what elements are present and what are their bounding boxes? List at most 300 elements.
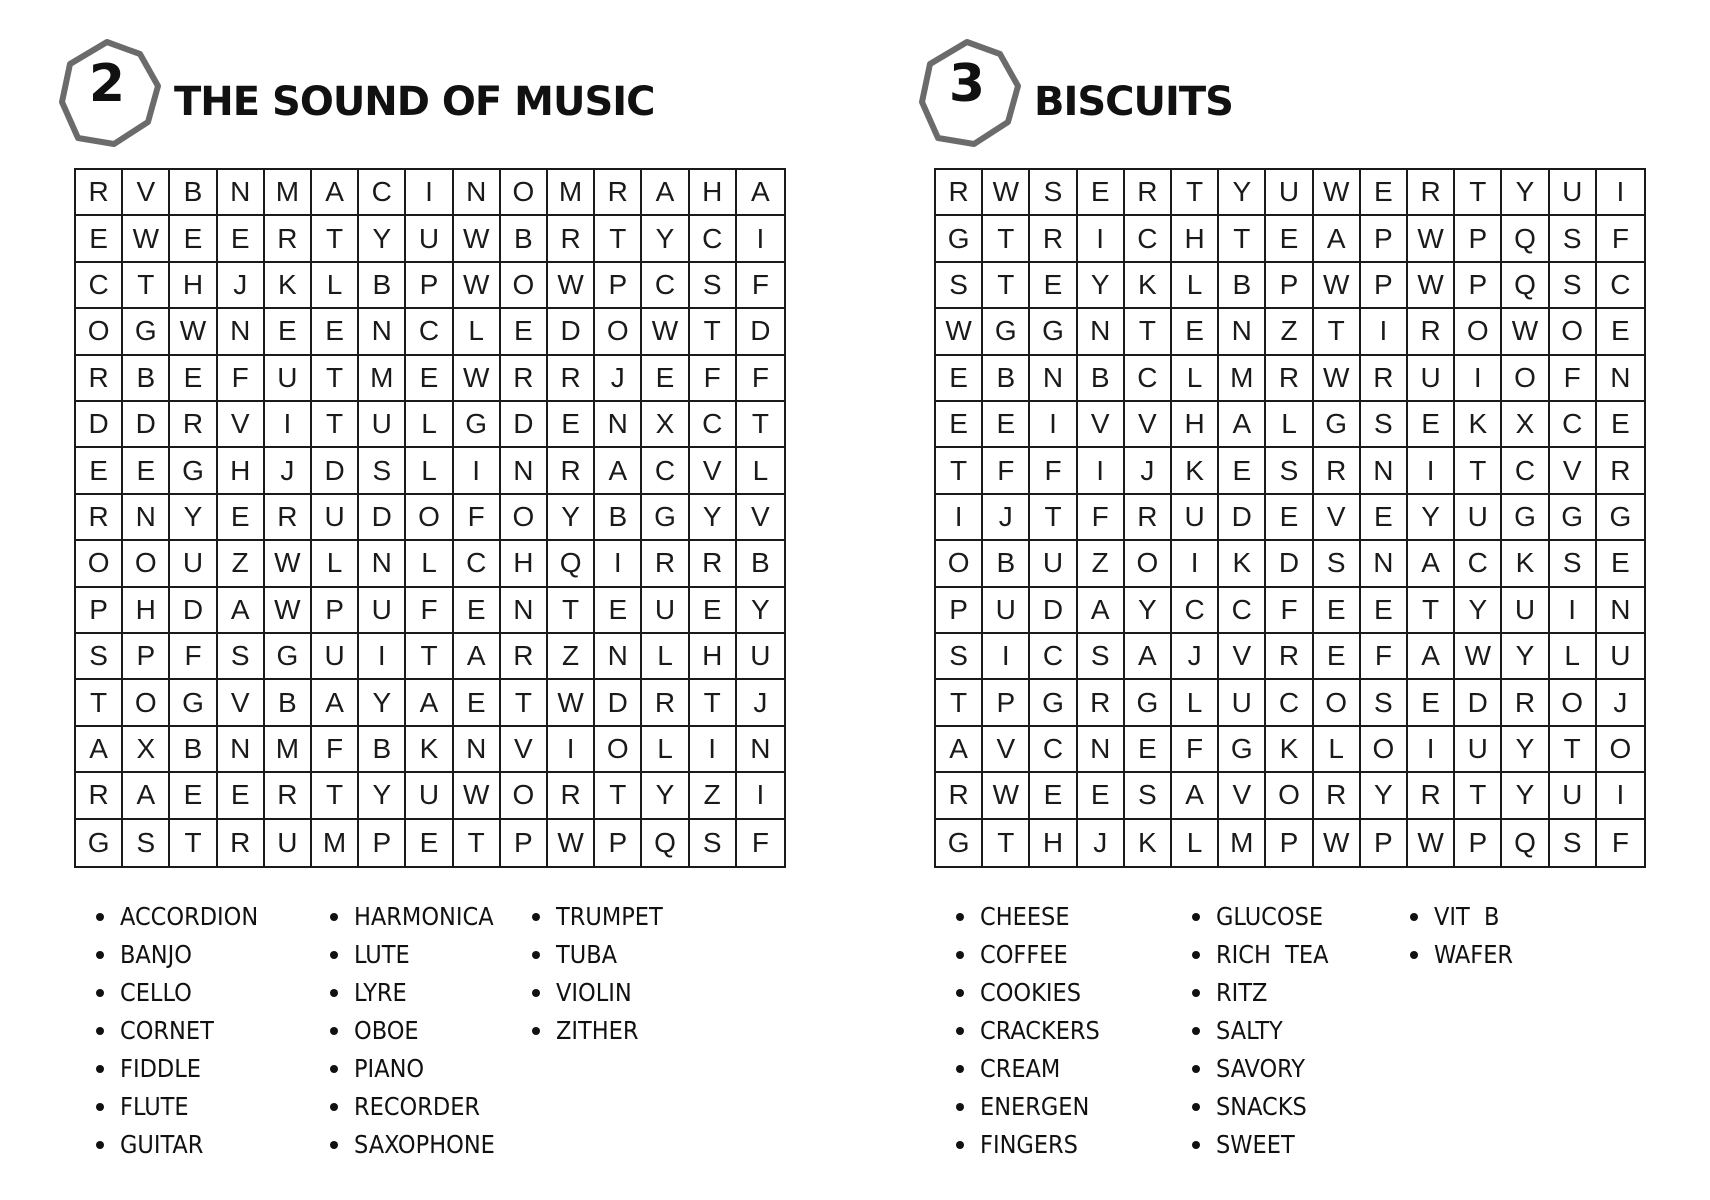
grid-cell[interactable]: O bbox=[501, 773, 548, 819]
grid-cell[interactable]: I bbox=[454, 448, 501, 494]
grid-cell[interactable]: T bbox=[690, 309, 737, 355]
grid-cell[interactable]: O bbox=[1550, 680, 1597, 726]
grid-cell[interactable]: H bbox=[501, 541, 548, 587]
grid-cell[interactable]: P bbox=[1266, 820, 1313, 866]
grid-cell[interactable]: L bbox=[406, 448, 453, 494]
grid-cell[interactable]: N bbox=[1030, 356, 1077, 402]
grid-cell[interactable]: Y bbox=[642, 216, 689, 262]
grid-cell[interactable]: T bbox=[1408, 588, 1455, 634]
grid-cell[interactable]: U bbox=[1219, 680, 1266, 726]
grid-cell[interactable]: Q bbox=[1502, 263, 1549, 309]
grid-cell[interactable]: V bbox=[1314, 495, 1361, 541]
grid-cell[interactable]: T bbox=[76, 680, 123, 726]
grid-cell[interactable]: T bbox=[1219, 216, 1266, 262]
grid-cell[interactable]: Y bbox=[548, 495, 595, 541]
grid-cell[interactable]: W bbox=[548, 680, 595, 726]
grid-cell[interactable]: X bbox=[1502, 402, 1549, 448]
grid-cell[interactable]: E bbox=[218, 773, 265, 819]
grid-cell[interactable]: B bbox=[983, 541, 1030, 587]
grid-cell[interactable]: H bbox=[1172, 402, 1219, 448]
grid-cell[interactable]: E bbox=[123, 448, 170, 494]
grid-cell[interactable]: W bbox=[1314, 170, 1361, 216]
grid-cell[interactable]: W bbox=[1314, 820, 1361, 866]
grid-cell[interactable]: L bbox=[1172, 263, 1219, 309]
grid-cell[interactable]: V bbox=[123, 170, 170, 216]
grid-cell[interactable]: U bbox=[265, 356, 312, 402]
grid-cell[interactable]: Y bbox=[1361, 773, 1408, 819]
grid-cell[interactable]: J bbox=[1172, 634, 1219, 680]
grid-cell[interactable]: F bbox=[1611, 826, 1629, 858]
grid-cell[interactable]: P bbox=[406, 263, 453, 309]
grid-cell[interactable]: R bbox=[1266, 634, 1313, 680]
grid-cell[interactable]: E bbox=[1172, 309, 1219, 355]
grid-cell[interactable]: L bbox=[642, 634, 689, 680]
grid-cell[interactable]: Y bbox=[1078, 263, 1125, 309]
grid-cell[interactable]: G bbox=[170, 448, 217, 494]
grid-cell[interactable]: T bbox=[737, 402, 784, 448]
grid-cell[interactable]: Y bbox=[1502, 727, 1549, 773]
grid-cell[interactable]: H bbox=[170, 263, 217, 309]
grid-cell[interactable]: D bbox=[1266, 541, 1313, 587]
grid-cell[interactable]: R bbox=[1030, 216, 1077, 262]
grid-cell[interactable]: N bbox=[359, 309, 406, 355]
grid-cell[interactable]: U bbox=[983, 588, 1030, 634]
grid-cell[interactable]: E bbox=[936, 356, 983, 402]
grid-cell[interactable]: L bbox=[1172, 680, 1219, 726]
grid-cell[interactable]: O bbox=[1314, 680, 1361, 726]
grid-cell[interactable]: L bbox=[737, 448, 784, 494]
grid-cell[interactable]: P bbox=[1361, 216, 1408, 262]
grid-cell[interactable]: N bbox=[218, 309, 265, 355]
grid-cell[interactable]: X bbox=[123, 727, 170, 773]
grid-cell[interactable]: S bbox=[359, 448, 406, 494]
grid-cell[interactable]: I bbox=[548, 727, 595, 773]
grid-cell[interactable]: M bbox=[265, 170, 312, 216]
grid-cell[interactable]: A bbox=[312, 170, 359, 216]
grid-cell[interactable]: L bbox=[312, 541, 359, 587]
grid-cell[interactable]: O bbox=[76, 541, 123, 587]
grid-cell[interactable]: P bbox=[1361, 263, 1408, 309]
grid-cell[interactable]: E bbox=[1078, 773, 1125, 819]
grid-cell[interactable]: S bbox=[1550, 541, 1597, 587]
grid-cell[interactable]: N bbox=[737, 727, 784, 773]
grid-cell[interactable]: E bbox=[1408, 680, 1455, 726]
grid-cell[interactable]: G bbox=[265, 634, 312, 680]
grid-cell[interactable]: U bbox=[737, 634, 784, 680]
grid-cell[interactable]: R bbox=[265, 773, 312, 819]
grid-cell[interactable]: P bbox=[1455, 820, 1502, 866]
grid-cell[interactable]: L bbox=[1550, 634, 1597, 680]
grid-cell[interactable]: A bbox=[1408, 541, 1455, 587]
grid-cell[interactable]: O bbox=[501, 170, 548, 216]
grid-cell[interactable]: O bbox=[406, 495, 453, 541]
grid-cell[interactable]: L bbox=[454, 309, 501, 355]
grid-cell[interactable]: E bbox=[76, 448, 123, 494]
grid-cell[interactable]: C bbox=[454, 541, 501, 587]
grid-cell[interactable]: O bbox=[1125, 541, 1172, 587]
grid-cell[interactable]: N bbox=[501, 448, 548, 494]
grid-cell[interactable]: O bbox=[76, 309, 123, 355]
grid-cell[interactable]: R bbox=[265, 216, 312, 262]
grid-cell[interactable]: E bbox=[1361, 170, 1408, 216]
grid-cell[interactable]: Z bbox=[690, 773, 737, 819]
grid-cell[interactable]: I bbox=[1408, 448, 1455, 494]
grid-cell[interactable]: P bbox=[595, 820, 642, 866]
grid-cell[interactable]: L bbox=[1314, 727, 1361, 773]
grid-cell[interactable]: Y bbox=[1125, 588, 1172, 634]
grid-cell[interactable]: H bbox=[218, 448, 265, 494]
grid-cell[interactable]: U bbox=[1550, 170, 1597, 216]
grid-cell[interactable]: R bbox=[76, 170, 123, 216]
grid-cell[interactable]: N bbox=[1597, 356, 1644, 402]
grid-cell[interactable]: G bbox=[1125, 680, 1172, 726]
grid-cell[interactable]: F bbox=[690, 356, 737, 402]
grid-cell[interactable]: H bbox=[690, 170, 737, 216]
grid-cell[interactable]: N bbox=[1078, 727, 1125, 773]
grid-cell[interactable]: B bbox=[983, 356, 1030, 402]
grid-cell[interactable]: S bbox=[690, 820, 737, 866]
grid-cell[interactable]: T bbox=[1314, 309, 1361, 355]
grid-cell[interactable]: B bbox=[1219, 263, 1266, 309]
grid-cell[interactable]: M bbox=[548, 170, 595, 216]
grid-cell[interactable]: F bbox=[737, 356, 784, 402]
grid-cell[interactable]: D bbox=[595, 680, 642, 726]
grid-cell[interactable]: R bbox=[76, 773, 123, 819]
grid-cell[interactable]: T bbox=[936, 448, 983, 494]
grid-cell[interactable]: U bbox=[1266, 170, 1313, 216]
grid-cell[interactable]: Y bbox=[170, 495, 217, 541]
grid-cell[interactable]: H bbox=[1030, 820, 1077, 866]
grid-cell[interactable]: E bbox=[1597, 309, 1644, 355]
grid-cell[interactable]: C bbox=[76, 263, 123, 309]
grid-cell[interactable]: S bbox=[936, 263, 983, 309]
grid-cell[interactable]: J bbox=[1078, 820, 1125, 866]
grid-cell[interactable]: P bbox=[501, 820, 548, 866]
grid-cell[interactable]: W bbox=[983, 170, 1030, 216]
grid-cell[interactable]: I bbox=[1078, 216, 1125, 262]
grid-cell[interactable]: C bbox=[406, 309, 453, 355]
grid-cell[interactable]: L bbox=[1172, 820, 1219, 866]
grid-cell[interactable]: O bbox=[1550, 309, 1597, 355]
grid-cell[interactable]: B bbox=[170, 727, 217, 773]
grid-cell[interactable]: O bbox=[1597, 727, 1644, 773]
grid-cell[interactable]: Z bbox=[1078, 541, 1125, 587]
grid-cell[interactable]: I bbox=[1550, 588, 1597, 634]
grid-cell[interactable]: O bbox=[123, 541, 170, 587]
grid-cell[interactable]: Y bbox=[359, 773, 406, 819]
grid-cell[interactable]: W bbox=[1502, 309, 1549, 355]
grid-cell[interactable]: E bbox=[406, 356, 453, 402]
grid-cell[interactable]: P bbox=[1266, 263, 1313, 309]
grid-cell[interactable]: P bbox=[312, 588, 359, 634]
grid-cell[interactable]: R bbox=[595, 170, 642, 216]
grid-cell[interactable]: P bbox=[936, 588, 983, 634]
grid-cell[interactable]: M bbox=[1219, 820, 1266, 866]
grid-cell[interactable]: W bbox=[548, 820, 595, 866]
grid-cell[interactable]: C bbox=[1030, 634, 1077, 680]
grid-cell[interactable]: F bbox=[1550, 356, 1597, 402]
grid-cell[interactable]: R bbox=[501, 634, 548, 680]
grid-cell[interactable]: C bbox=[1597, 263, 1644, 309]
grid-cell[interactable]: R bbox=[1597, 448, 1644, 494]
grid-cell[interactable]: E bbox=[642, 356, 689, 402]
grid-cell[interactable]: B bbox=[265, 680, 312, 726]
grid-cell[interactable]: G bbox=[454, 402, 501, 448]
grid-cell[interactable]: I bbox=[595, 541, 642, 587]
grid-cell[interactable]: Y bbox=[359, 680, 406, 726]
grid-cell[interactable]: T bbox=[170, 820, 217, 866]
grid-cell[interactable]: L bbox=[312, 263, 359, 309]
grid-cell[interactable]: V bbox=[1550, 448, 1597, 494]
grid-cell[interactable]: E bbox=[1597, 541, 1644, 587]
grid-cell[interactable]: U bbox=[406, 216, 453, 262]
grid-cell[interactable]: L bbox=[1266, 402, 1313, 448]
grid-cell[interactable]: E bbox=[218, 495, 265, 541]
grid-cell[interactable]: T bbox=[983, 263, 1030, 309]
grid-cell[interactable]: C bbox=[359, 170, 406, 216]
grid-cell[interactable]: N bbox=[359, 541, 406, 587]
grid-cell[interactable]: S bbox=[936, 634, 983, 680]
grid-cell[interactable]: D bbox=[1219, 495, 1266, 541]
grid-cell[interactable]: O bbox=[1266, 773, 1313, 819]
grid-cell[interactable]: E bbox=[1408, 402, 1455, 448]
grid-cell[interactable]: G bbox=[1550, 495, 1597, 541]
grid-cell[interactable]: R bbox=[1408, 773, 1455, 819]
grid-cell[interactable]: S bbox=[1125, 773, 1172, 819]
grid-cell[interactable]: J bbox=[595, 356, 642, 402]
grid-cell[interactable]: T bbox=[936, 680, 983, 726]
grid-cell[interactable]: P bbox=[1455, 216, 1502, 262]
grid-cell[interactable]: U bbox=[1172, 495, 1219, 541]
grid-cell[interactable]: R bbox=[936, 773, 983, 819]
grid-cell[interactable]: R bbox=[1078, 680, 1125, 726]
grid-cell[interactable]: E bbox=[1361, 588, 1408, 634]
grid-cell[interactable]: W bbox=[1455, 634, 1502, 680]
grid-cell[interactable]: K bbox=[1125, 820, 1172, 866]
grid-cell[interactable]: J bbox=[983, 495, 1030, 541]
grid-cell[interactable]: M bbox=[359, 356, 406, 402]
grid-cell[interactable]: Y bbox=[690, 495, 737, 541]
grid-cell[interactable]: S bbox=[123, 820, 170, 866]
grid-cell[interactable]: S bbox=[1266, 448, 1313, 494]
grid-cell[interactable]: K bbox=[1455, 402, 1502, 448]
grid-cell[interactable]: W bbox=[123, 216, 170, 262]
grid-cell[interactable]: G bbox=[642, 495, 689, 541]
grid-cell[interactable]: V bbox=[690, 448, 737, 494]
grid-cell[interactable]: N bbox=[1078, 309, 1125, 355]
grid-cell[interactable]: I bbox=[1172, 541, 1219, 587]
grid-cell[interactable]: E bbox=[1078, 170, 1125, 216]
grid-cell[interactable]: R bbox=[690, 541, 737, 587]
grid-cell[interactable]: G bbox=[1030, 680, 1077, 726]
grid-cell[interactable]: E bbox=[1030, 773, 1077, 819]
grid-cell[interactable]: H bbox=[1172, 216, 1219, 262]
grid-cell[interactable]: G bbox=[983, 309, 1030, 355]
grid-cell[interactable]: W bbox=[548, 263, 595, 309]
grid-cell[interactable]: I bbox=[1597, 773, 1644, 819]
grid-cell[interactable]: S bbox=[1361, 402, 1408, 448]
grid-cell[interactable]: I bbox=[406, 170, 453, 216]
grid-cell[interactable]: G bbox=[170, 680, 217, 726]
grid-cell[interactable]: B bbox=[1078, 356, 1125, 402]
grid-cell[interactable]: P bbox=[1455, 263, 1502, 309]
grid-cell[interactable]: E bbox=[406, 820, 453, 866]
grid-cell[interactable]: C bbox=[690, 216, 737, 262]
grid-cell[interactable]: O bbox=[123, 680, 170, 726]
grid-cell[interactable]: O bbox=[501, 263, 548, 309]
grid-cell[interactable]: W bbox=[1314, 263, 1361, 309]
grid-cell[interactable]: U bbox=[1550, 773, 1597, 819]
grid-cell[interactable]: U bbox=[1455, 727, 1502, 773]
grid-cell[interactable]: O bbox=[595, 727, 642, 773]
grid-cell[interactable]: E bbox=[218, 216, 265, 262]
grid-cell[interactable]: U bbox=[265, 820, 312, 866]
grid-cell[interactable]: A bbox=[406, 680, 453, 726]
grid-cell[interactable]: U bbox=[1597, 634, 1644, 680]
grid-cell[interactable]: W bbox=[1408, 820, 1455, 866]
grid-cell[interactable]: R bbox=[1266, 356, 1313, 402]
grid-cell[interactable]: C bbox=[1219, 588, 1266, 634]
grid-cell[interactable]: A bbox=[123, 773, 170, 819]
grid-cell[interactable]: K bbox=[406, 727, 453, 773]
grid-cell[interactable]: T bbox=[1455, 448, 1502, 494]
grid-cell[interactable]: T bbox=[1455, 773, 1502, 819]
grid-cell[interactable]: P bbox=[76, 588, 123, 634]
grid-cell[interactable]: R bbox=[936, 170, 983, 216]
grid-cell[interactable]: G bbox=[936, 216, 983, 262]
grid-cell[interactable]: T bbox=[406, 634, 453, 680]
grid-cell[interactable]: K bbox=[1172, 448, 1219, 494]
grid-cell[interactable]: V bbox=[1125, 402, 1172, 448]
grid-cell[interactable]: T bbox=[1125, 309, 1172, 355]
grid-cell[interactable]: M bbox=[265, 727, 312, 773]
grid-cell[interactable]: T bbox=[1030, 495, 1077, 541]
grid-cell[interactable]: A bbox=[454, 634, 501, 680]
grid-cell[interactable]: T bbox=[1455, 170, 1502, 216]
grid-cell[interactable]: A bbox=[312, 680, 359, 726]
grid-cell[interactable]: D bbox=[501, 402, 548, 448]
grid-cell[interactable]: U bbox=[312, 634, 359, 680]
grid-cell[interactable]: S bbox=[1030, 170, 1077, 216]
grid-cell[interactable]: F bbox=[406, 588, 453, 634]
grid-cell[interactable]: B bbox=[595, 495, 642, 541]
grid-cell[interactable]: A bbox=[737, 170, 784, 216]
grid-cell[interactable]: E bbox=[1597, 402, 1644, 448]
grid-cell[interactable]: R bbox=[501, 356, 548, 402]
grid-cell[interactable]: R bbox=[1502, 680, 1549, 726]
grid-cell[interactable]: C bbox=[1125, 216, 1172, 262]
grid-cell[interactable]: E bbox=[454, 680, 501, 726]
grid-cell[interactable]: E bbox=[76, 216, 123, 262]
grid-cell[interactable]: C bbox=[1502, 448, 1549, 494]
grid-cell[interactable]: T bbox=[983, 820, 1030, 866]
grid-cell[interactable]: V bbox=[501, 727, 548, 773]
grid-cell[interactable]: D bbox=[359, 495, 406, 541]
grid-cell[interactable]: X bbox=[642, 402, 689, 448]
grid-cell[interactable]: A bbox=[1219, 402, 1266, 448]
grid-cell[interactable]: P bbox=[123, 634, 170, 680]
grid-cell[interactable]: T bbox=[312, 216, 359, 262]
grid-cell[interactable]: Q bbox=[1502, 820, 1549, 866]
grid-cell[interactable]: N bbox=[1361, 541, 1408, 587]
grid-cell[interactable]: D bbox=[170, 588, 217, 634]
grid-cell[interactable]: I bbox=[737, 773, 784, 819]
grid-cell[interactable]: G bbox=[123, 309, 170, 355]
grid-cell[interactable]: U bbox=[1030, 541, 1077, 587]
grid-cell[interactable]: O bbox=[1361, 727, 1408, 773]
grid-cell[interactable]: T bbox=[595, 773, 642, 819]
grid-cell[interactable]: G bbox=[1597, 495, 1644, 541]
grid-cell[interactable]: V bbox=[1219, 634, 1266, 680]
grid-cell[interactable]: Z bbox=[548, 634, 595, 680]
grid-cell[interactable]: N bbox=[1219, 309, 1266, 355]
grid-cell[interactable]: R bbox=[1361, 356, 1408, 402]
grid-cell[interactable]: M bbox=[1219, 356, 1266, 402]
grid-cell[interactable]: H bbox=[690, 634, 737, 680]
grid-cell[interactable]: N bbox=[595, 402, 642, 448]
grid-cell[interactable]: E bbox=[1125, 727, 1172, 773]
grid-cell[interactable]: N bbox=[123, 495, 170, 541]
grid-cell[interactable]: T bbox=[1172, 170, 1219, 216]
grid-cell[interactable]: F bbox=[312, 727, 359, 773]
grid-cell[interactable]: K bbox=[1266, 727, 1313, 773]
grid-cell[interactable]: S bbox=[218, 634, 265, 680]
grid-cell[interactable]: U bbox=[642, 588, 689, 634]
grid-cell[interactable]: C bbox=[690, 402, 737, 448]
grid-cell[interactable]: V bbox=[218, 680, 265, 726]
grid-cell[interactable]: C bbox=[1125, 356, 1172, 402]
grid-cell[interactable]: F bbox=[737, 263, 784, 309]
grid-cell[interactable]: N bbox=[454, 727, 501, 773]
grid-cell[interactable]: Q bbox=[642, 820, 689, 866]
grid-cell[interactable]: F bbox=[1172, 727, 1219, 773]
grid-cell[interactable]: J bbox=[737, 680, 784, 726]
grid-cell[interactable]: W bbox=[170, 309, 217, 355]
grid-cell[interactable]: V bbox=[983, 727, 1030, 773]
grid-cell[interactable]: T bbox=[595, 216, 642, 262]
grid-cell[interactable]: R bbox=[1314, 448, 1361, 494]
grid-cell[interactable]: T bbox=[690, 680, 737, 726]
grid-cell[interactable]: T bbox=[983, 216, 1030, 262]
grid-cell[interactable]: G bbox=[936, 820, 983, 866]
grid-cell[interactable]: E bbox=[312, 309, 359, 355]
grid-cell[interactable]: W bbox=[936, 309, 983, 355]
grid-cell[interactable]: I bbox=[737, 216, 784, 262]
grid-cell[interactable]: G bbox=[1314, 402, 1361, 448]
grid-cell[interactable]: A bbox=[642, 170, 689, 216]
grid-cell[interactable]: W bbox=[454, 773, 501, 819]
grid-cell[interactable]: R bbox=[1408, 309, 1455, 355]
grid-cell[interactable]: P bbox=[595, 263, 642, 309]
grid-cell[interactable]: R bbox=[548, 773, 595, 819]
grid-cell[interactable]: L bbox=[406, 402, 453, 448]
grid-cell[interactable]: D bbox=[1030, 588, 1077, 634]
grid-cell[interactable]: A bbox=[1408, 634, 1455, 680]
grid-cell[interactable]: E bbox=[265, 309, 312, 355]
grid-cell[interactable]: I bbox=[359, 634, 406, 680]
grid-cell[interactable]: Y bbox=[1219, 170, 1266, 216]
grid-cell[interactable]: R bbox=[1314, 773, 1361, 819]
grid-cell[interactable]: W bbox=[454, 216, 501, 262]
grid-cell[interactable]: Y bbox=[1502, 170, 1549, 216]
grid-cell[interactable]: Y bbox=[737, 588, 784, 634]
grid-cell[interactable]: S bbox=[1314, 541, 1361, 587]
grid-cell[interactable]: D bbox=[1455, 680, 1502, 726]
grid-cell[interactable]: G bbox=[1219, 727, 1266, 773]
grid-cell[interactable]: F bbox=[218, 356, 265, 402]
grid-cell[interactable]: J bbox=[1597, 680, 1644, 726]
grid-cell[interactable]: A bbox=[1078, 588, 1125, 634]
